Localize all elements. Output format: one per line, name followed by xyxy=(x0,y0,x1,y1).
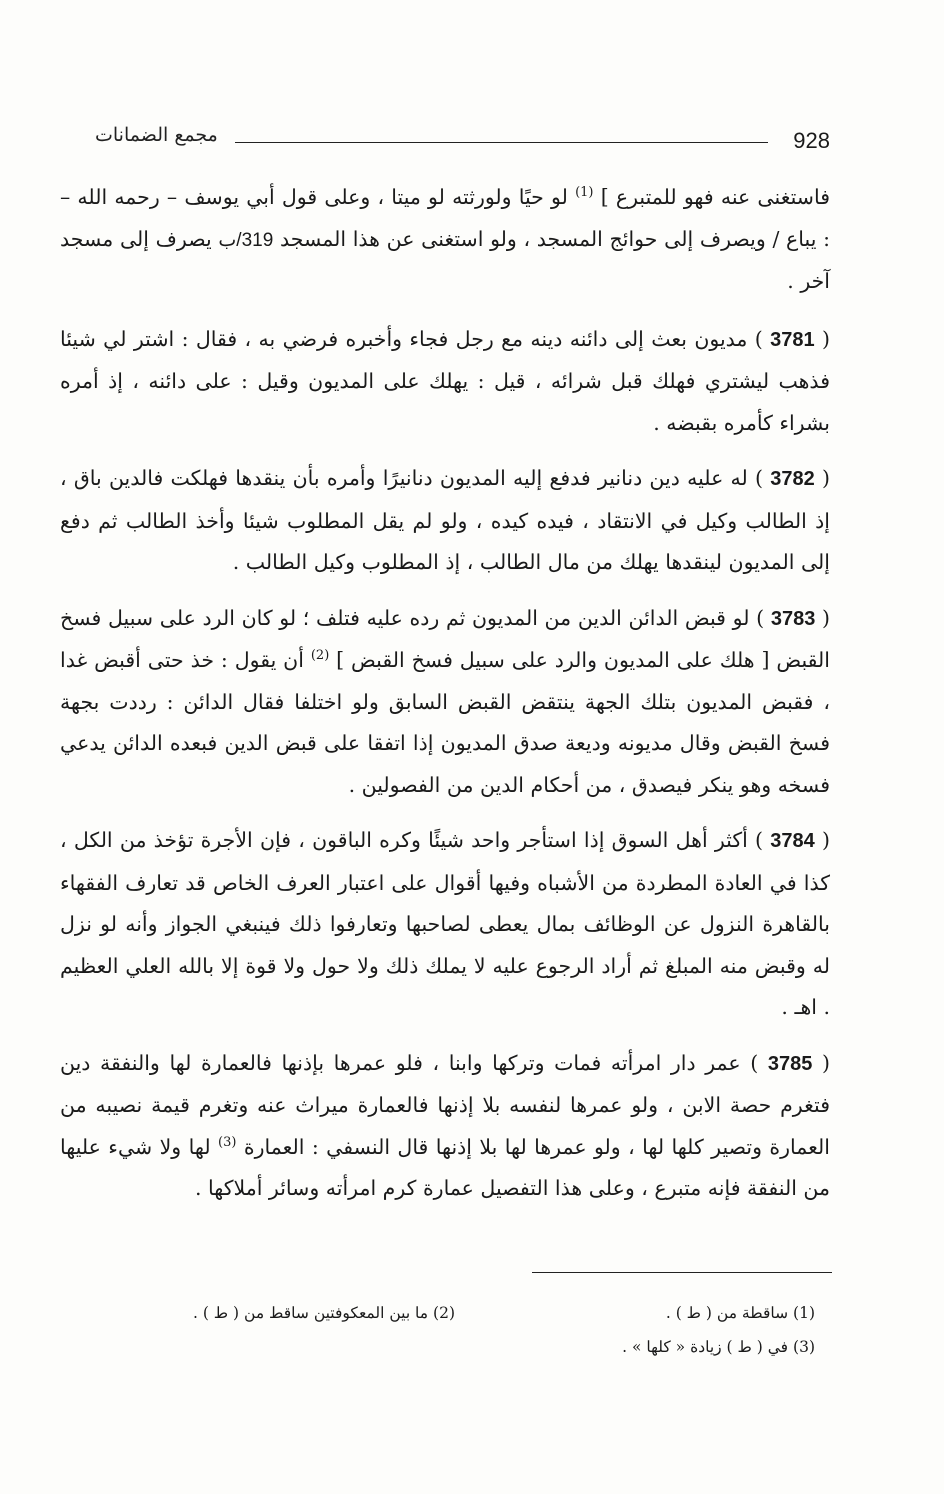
entry-3781: ( 3781 ) مديون بعث إلى دائنه دينه مع رجل فجاء وأخبره فرضي به ، فقال : اشتر لي شيئا فذهب ليشتري فهلك قبل شرائه ، قيل : يهلك على المديون وقيل : على دائنه ، إذ أمره بشراء كأمره بقبضه . xyxy=(60,326,831,435)
header-rule xyxy=(235,142,768,143)
paragraph-continuation xyxy=(60,177,830,303)
manuscript-folio-mark: 319/ب xyxy=(218,229,274,251)
footnote-ref: (2) xyxy=(310,648,330,664)
entry-text: لو قبض الدائن الدين من المديون ثم رده عليه فتلف ؛ لو كان الرد على سبيل فسخ القبض [ هلك على المديون والرد على سبيل فسخ القبض ] xyxy=(60,605,830,672)
entry-text: لها ولا شيء عليها من النفقة فإنه متبرع ، وعلى هذا التفصيل عمارة كرم امرأته وسائر أملاكها . xyxy=(60,1134,830,1200)
footnotes xyxy=(95,1296,815,1364)
entry-3782: ( 3782 ) له عليه دين دنانير فدفع إليه المديون دنانيرًا وأمره بأن ينقدها فهلكت فالدين باق ، إذ الطالب وكيل في الانتقاد ، فيده كيده ، ولو لم يقل المطلوب شيئا وأخذ الطالب ثم دفع إلى المديون لينقدها يهلك من مال الطالب ، إذ المطلوب وكيل الطالب . xyxy=(60,466,831,574)
text-fragment: لو حيًا ولورثته لو ميتا ، وعلى قول أبي يوسف – رحمه الله – : يباع / ويصرف إلى حوائج المسجد ، ولو استغنى عن هذا المسجد xyxy=(60,185,830,251)
footnote-3: (3) في ( ط ) زيادة « كلها » . xyxy=(622,1338,815,1356)
entry-text: أن يقول : خذ حتى أقبض غدا ، فقبض المديون بتلك الجهة ينتقض القبض السابق ولو اختلفا فقال الدائن : رددت بجهة فسخ القبض وقال مديونه وديعة صدق المديون إذا اتفقا على قبض الدين فبعده الدائن يدعي فسخه وهو ينكر فيصدق ، من أحكام الدين من الفصولين . xyxy=(60,648,830,797)
footnote-row xyxy=(95,1330,815,1364)
footnote-row xyxy=(95,1296,815,1330)
text-fragment: فاستغنى عنه فهو للمتبرع ] xyxy=(600,185,830,209)
footnote-1: (1) ساقطة من ( ط ) . xyxy=(665,1304,815,1322)
entry-number: 3784 xyxy=(770,830,815,852)
page-header xyxy=(95,118,830,164)
entry-number: 3781 xyxy=(770,328,815,351)
entry-3784: ( 3784 ) أكثر أهل السوق إذا استأجر واحد شيئًا وكره الباقون ، فإن الأجرة تؤخذ من الكل ، كذا في العادة المطردة من الأشباه وفيها أقوال على اعتبار العرف الخاص قد تعارف الفقهاء بالقاهرة النزول عن الوظائف بمال يعطى لصاحبها وتعارفوا ذلك فينبغي الجواز وأنه لو نزل له وقبض منه المبلغ ثم أراد الرجوع عليه لا يملك ذلك ولا حول ولا قوة إلا بالله العلي العظيم . اهـ . xyxy=(60,828,830,1019)
entry-3783: ( 3783 ) لو قبض الدائن الدين من المديون ثم رده عليه فتلف ؛ لو كان الرد على سبيل فسخ القبض [ هلك على المديون والرد على سبيل فسخ القبض ] $^{(2)}$ أن يقول : خذ حتى أقبض غدا ، فقبض المديون بتلك الجهة ينتقض القبض السابق ولو اختلفا فقال الدائن : رددت بجهة فسخ القبض وقال مديونه وديعة صدق المديون إذا اتفقا على قبض الدين فبعده الدائن يدعي فسخه وهو ينكر فيصدق ، من أحكام الدين من الفصولين . xyxy=(60,605,830,797)
entry-text: عمر دار امرأته فمات وتركها وابنا ، فلو عمرها بإذنها فالعمارة لها والنفقة دين فتغرم حصة الابن ، ولو عمرها لنفسه بلا إذنها فالعمارة ميراث عنه وتغرم قيمة نصيبه من العمارة وتصير كلها لها ، ولو عمرها لها بلا إذنها قال النسفي : العمارة xyxy=(60,1050,830,1159)
entry-3785: ( 3785 ) عمر دار امرأته فمات وتركها وابنا ، فلو عمرها بإذنها فالعمارة لها والنفقة دين فتغرم حصة الابن ، ولو عمرها لنفسه بلا إذنها فالعمارة ميراث عنه وتغرم قيمة نصيبه من العمارة وتصير كلها لها ، ولو عمرها لها بلا إذنها قال النسفي : العمارة $^{(3)}$ لها ولا شيء عليها من النفقة فإنه متبرع ، وعلى هذا التفصيل عمارة كرم امرأته وسائر أملاكها . xyxy=(60,1050,831,1200)
page-number: 928 xyxy=(793,128,830,153)
entry-text: مديون بعث إلى دائنه دينه مع رجل فجاء وأخبره فرضي به ، فقال : اشتر لي شيئا فذهب ليشتري فهلك قبل شرائه ، قيل : يهلك على المديون وقيل : على دائنه ، إذ أمره بشراء كأمره بقبضه . xyxy=(60,326,830,435)
footnote-separator xyxy=(532,1272,832,1273)
footnote-ref: (3) xyxy=(217,1134,237,1150)
entry-number: 3782 xyxy=(770,468,815,490)
entry-text: أكثر أهل السوق إذا استأجر واحد شيئًا وكره الباقون ، فإن الأجرة تؤخذ من الكل ، كذا في العادة المطردة من الأشباه وفيها أقوال على اعتبار العرف الخاص قد تعارف الفقهاء بالقاهرة النزول عن الوظائف بمال يعطى لصاحبها وتعارفوا ذلك فينبغي الجواز وأنه لو نزل له وقبض منه المبلغ ثم أراد الرجوع عليه لا يملك ذلك ولا حول ولا قوة إلا بالله العلي العظيم . اهـ . xyxy=(60,828,830,1019)
footnote-2: (2) ما بين المعكوفتين ساقط من ( ط ) . xyxy=(192,1304,455,1322)
entry-number: 3785 xyxy=(767,1052,813,1075)
main-text xyxy=(60,177,830,1224)
text-fragment: يصرف إلى مسجد آخر . xyxy=(60,226,830,293)
running-title: مجمع الضمانات xyxy=(95,124,218,146)
entry-number: 3783 xyxy=(770,607,816,630)
entry-text: له عليه دين دنانير فدفع إليه المديون دنانيرًا وأمره بأن ينقدها فهلكت فالدين باق ، إذ الطالب وكيل في الانتقاد ، فيده كيده ، ولو لم يقل المطلوب شيئا وأخذ الطالب ثم دفع إلى المديون لينقدها يهلك من مال الطالب ، إذ المطلوب وكيل الطالب . xyxy=(60,466,830,574)
footnote-ref: (1) xyxy=(575,185,594,201)
